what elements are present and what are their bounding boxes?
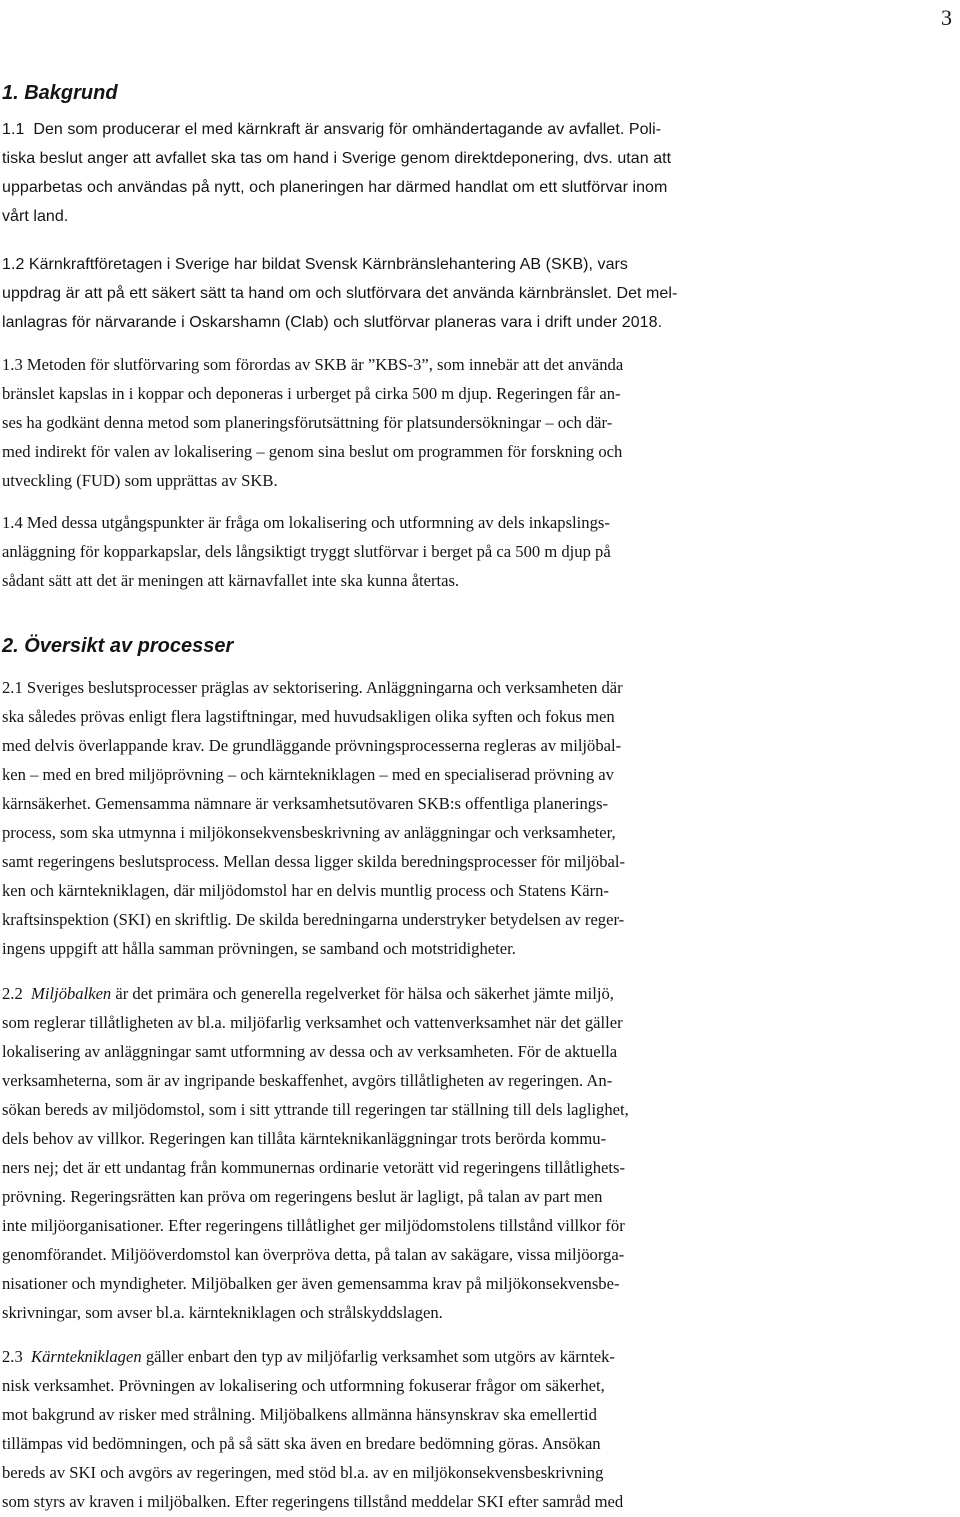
text-line: lokalisering av anläggningar samt utformning av dessa och av verksamheten. För de aktuella — [2, 1042, 618, 1061]
text-line: ners nej; det är ett undantag från kommunernas ordinarie vetorätt vid regeringens tillåtlighets- — [2, 1158, 625, 1177]
paragraph-1-4 — [2, 508, 958, 595]
text-line: som reglerar tillåtligheten av bl.a. miljöfarlig verksamhet och vattenverksamhet när det gäller — [2, 1013, 623, 1032]
section-1-heading: 1. Bakgrund — [2, 82, 118, 104]
text-line: sådant sätt att det är meningen att kärnavfallet inte ska kunna återtas. — [2, 571, 460, 590]
law-term: Kärntekniklagen — [31, 1347, 142, 1366]
text-line: lanlagras för närvarande i Oskarshamn (Clab) och slutförvar planeras vara i drift under 2018. — [2, 314, 663, 331]
text-line: kärnsäkerhet. Gemensamma nämnare är verksamhetsutövaren SKB:s offentliga planerings- — [2, 794, 609, 813]
text-line: kraftsinspektion (SKI) en skriftlig. De skilda beredningarna understryker betydelsen av reger- — [2, 910, 625, 929]
paragraph-2-3 — [2, 1342, 958, 1516]
text-line: som styrs av kraven i miljöbalken. Efter regeringens tillstånd meddelar SKI efter samråd med — [2, 1492, 624, 1511]
paragraph-2-2 — [2, 979, 958, 1327]
paragraph-number: 2.2 — [2, 984, 23, 1003]
text-line: 2.1 Sveriges beslutsprocesser präglas av sektorisering. Anläggningarna och verksamheten där — [2, 678, 623, 697]
text-line — [2, 979, 958, 1008]
text-line: ken – med en bred miljöprövning – och kärntekniklagen – med en specialiserad prövning av — [2, 765, 614, 784]
text-line: bränslet kapslas in i koppar och deponeras i urberget på cirka 500 m djup. Regeringen får an- — [2, 384, 621, 403]
text-line: ses ha godkänt denna metod som planeringsförutsättning för platsundersökningar – och där- — [2, 413, 613, 432]
paragraph-1-1 — [2, 115, 958, 231]
text-line: process, som ska utmynna i miljökonsekvensbeskrivning av anläggningar och verksamheter, — [2, 823, 616, 842]
paragraph-1-3 — [2, 350, 958, 495]
text-line: uppdrag är att på ett säkert sätt ta hand om och slutförvara det använda kärnbränslet. Det mel- — [2, 285, 678, 302]
text-line: vårt land. — [2, 208, 69, 225]
text-line: med indirekt för valen av lokalisering – genom sina beslut om programmen för forskning och — [2, 442, 623, 461]
text-line: prövning. Regeringsrätten kan pröva om regeringens beslut är lagligt, på talan av part men — [2, 1187, 603, 1206]
text-line: med delvis överlappande krav. De grundläggande prövningsprocesserna regleras av miljöbal- — [2, 736, 622, 755]
text-line: 1.4 Med dessa utgångspunkter är fråga om lokalisering och utformning av dels inkapslings- — [2, 513, 610, 532]
text-line: nisk verksamhet. Prövningen av lokalisering och utformning fokuserar frågor om säkerhet, — [2, 1376, 605, 1395]
text-line: genomförandet. Miljööverdomstol kan överpröva detta, på talan av sakägare, vissa miljöorga- — [2, 1245, 625, 1264]
text-line: ken och kärntekniklagen, där miljödomstol har en delvis muntlig process och Statens Kärn- — [2, 881, 609, 900]
page-number: 3 — [941, 5, 952, 30]
text-line: inte miljöorganisationer. Efter regeringens tillåtlighet ger miljödomstolens tillstånd villkor för — [2, 1216, 625, 1235]
text-line: tillämpas vid bedömningen, och på så sätt ska även en bredare bedömning göras. Ansökan — [2, 1434, 601, 1453]
paragraph-2-1 — [2, 673, 958, 963]
text-line: sökan bereds av miljödomstol, som i sitt yttrande till regeringen tar ställning till dels laglighet, — [2, 1100, 629, 1119]
text-line: 1.3 Metoden för slutförvaring som förordas av SKB är ”KBS-3”, som innebär att det använda — [2, 355, 624, 374]
text-line: bereds av SKI och avgörs av regeringen, med stöd bl.a. av en miljökonsekvensbeskrivning — [2, 1463, 604, 1482]
text-line: 1.1 Den som producerar el med kärnkraft är ansvarig för omhändertagande av avfallet. Poli- — [2, 121, 662, 138]
text-line: utveckling (FUD) som upprättas av SKB. — [2, 471, 278, 490]
law-term: Miljöbalken — [31, 984, 112, 1003]
text-line — [2, 1342, 958, 1371]
text-fragment: gäller enbart den typ av miljöfarlig verksamhet som utgörs av kärntek- — [145, 1347, 615, 1366]
text-line: nisationer och myndigheter. Miljöbalken ger även gemensamma krav på miljökonsekvensbe- — [2, 1274, 620, 1293]
paragraph-number: 2.3 — [2, 1347, 23, 1366]
text-fragment: är det primära och generella regelverket för hälsa och säkerhet jämte miljö, — [115, 984, 614, 1003]
text-line: tiska beslut anger att avfallet ska tas om hand i Sverige genom direktdeponering, dvs. utan att — [2, 150, 672, 167]
paragraph-1-2 — [2, 250, 958, 337]
text-line: anläggning för kopparkapslar, dels långsiktigt tryggt slutförvar i berget på ca 500 m djup på — [2, 542, 611, 561]
text-line: 1.2 Kärnkraftföretagen i Sverige har bildat Svensk Kärnbränslehantering AB (SKB), vars — [2, 256, 628, 273]
text-line: verksamheterna, som är av ingripande beskaffenhet, avgörs tillåtligheten av regeringen. An- — [2, 1071, 613, 1090]
text-line: dels behov av villkor. Regeringen kan tillåta kärnteknikanläggningar trots berörda kommu- — [2, 1129, 607, 1148]
text-line: samt regeringens beslutsprocess. Mellan dessa ligger skilda beredningsprocesser för miljöbal- — [2, 852, 626, 871]
text-line: skrivningar, som avser bl.a. kärntekniklagen och strålskyddslagen. — [2, 1303, 443, 1322]
text-line: upparbetas och användas på nytt, och planeringen har därmed handlat om ett slutförvar inom — [2, 179, 668, 196]
text-line: mot bakgrund av risker med strålning. Miljöbalkens allmänna hänsynskrav ska emellertid — [2, 1405, 597, 1424]
text-line: ska således prövas enligt flera lagstiftningar, med huvudsakligen olika syften och fokus men — [2, 707, 615, 726]
section-2-heading: 2. Översikt av processer — [2, 635, 234, 657]
text-line: ingens uppgift att hålla samman prövningen, se samband och motstridigheter. — [2, 939, 516, 958]
